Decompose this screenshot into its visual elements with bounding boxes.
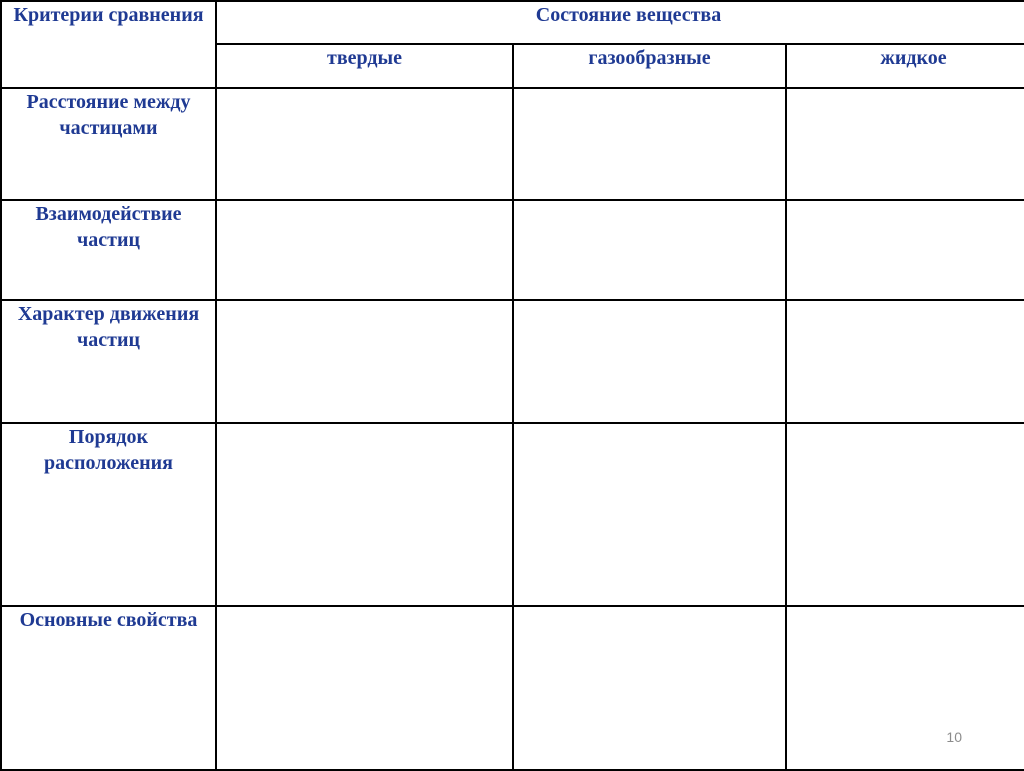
row-label-interaction: Взаимодействие частиц xyxy=(1,200,216,300)
table-cell xyxy=(216,300,513,423)
table-row xyxy=(1,606,1024,770)
row-label-properties: Основные свойства xyxy=(1,606,216,770)
table-cell xyxy=(216,200,513,300)
table-cell xyxy=(513,423,786,606)
row-label-distance: Расстояние между частицами xyxy=(1,88,216,200)
table-cell xyxy=(786,88,1024,200)
table-cell xyxy=(513,200,786,300)
slide-number: 10 xyxy=(946,729,962,745)
table-row xyxy=(1,88,1024,200)
table-cell xyxy=(513,300,786,423)
table-cell xyxy=(513,606,786,770)
row-label-motion: Характер движения частиц xyxy=(1,300,216,423)
table-cell xyxy=(786,300,1024,423)
state-header: Состояние вещества xyxy=(216,1,1024,44)
row-label-arrangement: Порядок расположения xyxy=(1,423,216,606)
table-row xyxy=(1,300,1024,423)
column-header-gas: газообразные xyxy=(513,44,786,88)
table-row xyxy=(1,423,1024,606)
criteria-header: Критерии сравнения xyxy=(1,1,216,88)
table-cell xyxy=(786,423,1024,606)
table-cell xyxy=(216,88,513,200)
table-cell xyxy=(216,423,513,606)
column-header-liquid: жидкое xyxy=(786,44,1024,88)
table-cell xyxy=(513,88,786,200)
table-cell xyxy=(216,606,513,770)
table-cell xyxy=(786,200,1024,300)
table-cell xyxy=(786,606,1024,770)
table-row xyxy=(1,200,1024,300)
column-header-solid: твердые xyxy=(216,44,513,88)
